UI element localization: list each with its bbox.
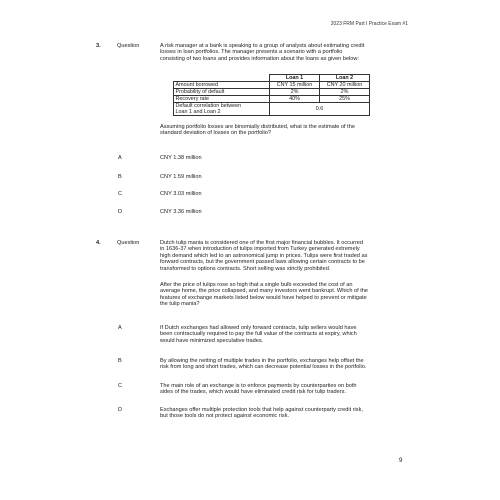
question-4-number: 4. [96, 240, 101, 246]
option-text-c: CNY 3.03 million [160, 191, 202, 197]
option-letter-d: D [118, 407, 123, 413]
corr-label-line: Default correlation between [175, 103, 242, 109]
para-line: forward contracts, but the government passed laws allowing certain contracts to be [160, 259, 365, 266]
option-letter-b: B [118, 358, 122, 364]
loan-table-header-row [174, 75, 370, 82]
question-3-prompt [160, 124, 410, 137]
option-letter-a: A [118, 325, 122, 331]
option-line: Exchanges offer multiple protection tools that help against counterparty credit risk, [160, 407, 363, 413]
page-header: 2023 FRM Part I Practice Exam #1 [330, 21, 408, 27]
question-4-label: Question [117, 240, 140, 246]
option-letter-c: C [118, 383, 123, 389]
option-line: sides of the trades, which would have eliminated credit risk for tulip traders. [160, 389, 346, 396]
question-4-paragraph-1 [160, 240, 410, 272]
row-label: Recovery rate [174, 96, 270, 103]
page-number: 9 [399, 458, 403, 464]
para-line: high demand which led to an astronomical jump in prices. Tulips were first traded as [160, 252, 368, 259]
stem-line: consisting of two loans and provides information about the loans as given below: [160, 55, 360, 62]
loan-1-value: 2% [270, 89, 320, 96]
option-letter-c: C [118, 191, 123, 197]
para-line: the tulip mania? [160, 301, 200, 308]
row-label [174, 103, 270, 116]
option-line: been contractually required to pay the full value of the contracts at expiry, which [160, 331, 357, 338]
row-label: Amount borrowed [174, 82, 270, 89]
option-text-a [160, 325, 410, 344]
loan-1-value: CNY 15 million [270, 82, 320, 89]
loan-2-value: 2% [320, 89, 370, 96]
corr-label-line: Loan 1 and Loan 2 [175, 109, 221, 115]
question-4-paragraph-2 [160, 282, 410, 308]
option-line: but those tools do not protect against economic risk. [160, 413, 290, 420]
question-3-label: Question [117, 43, 140, 49]
loan-2-header: Loan 2 [320, 75, 370, 82]
option-text-a: CNY 1.38 million [160, 155, 202, 161]
row-label: Probability of default [174, 89, 270, 96]
question-3-stem [160, 43, 410, 62]
correlation-value: 0.6 [270, 103, 370, 116]
table-row [174, 82, 370, 89]
option-letter-d: D [118, 209, 123, 215]
para-line: Dutch tulip mania is considered one of the first major financial bubbles. It occurred [160, 240, 364, 246]
option-line: By allowing the netting of multiple trades in the portfolio, exchanges help offset the [160, 358, 364, 364]
option-text-b [160, 358, 410, 371]
loan-table-corner [174, 75, 270, 82]
option-text-c [160, 383, 410, 396]
stem-line: losses in loan portfolios. The manager presents a scenario with a portfolio [160, 49, 343, 56]
option-letter-a: A [118, 155, 122, 161]
para-line: transformed to options contracts. Short selling was strictly prohibited. [160, 265, 331, 272]
loan-1-value: 40% [270, 96, 320, 103]
para-line: features of exchange markets listed below would have helped to prevent or mitigate [160, 294, 367, 301]
question-3-number: 3. [96, 43, 101, 49]
prompt-line: standard deviation of losses on the portfolio? [160, 130, 272, 137]
option-letter-b: B [118, 174, 122, 180]
option-text-d: CNY 3.36 million [160, 209, 202, 215]
option-text-d [160, 407, 410, 420]
option-line: would have minimized speculative trades. [160, 337, 264, 344]
prompt-line: Assuming portfolio losses are binomially distributed, what is the estimate of the [160, 124, 355, 130]
loan-table [173, 74, 370, 116]
table-row [174, 96, 370, 103]
para-line: average home, the price collapsed, and many investors went bankrupt. Which of the [160, 288, 369, 295]
para-line: After the price of tulips rose so high that a single bulb exceeded the cost of an [160, 282, 353, 288]
option-line: The main role of an exchange is to enforce payments by counterparties on both [160, 383, 357, 389]
table-row [174, 89, 370, 96]
option-line: risk from long and short trades, which can decrease potential losses in the portfolio. [160, 364, 367, 371]
loan-2-value: CNY 20 million [320, 82, 370, 89]
loan-1-header: Loan 1 [270, 75, 320, 82]
loan-2-value: 25% [320, 96, 370, 103]
para-line: in 1636-37 when introduction of tulips imported from Turkey generated extremely [160, 246, 360, 253]
option-text-b: CNY 1.59 million [160, 174, 202, 180]
option-line: If Dutch exchanges had allowed only forward contracts, tulip sellers would have [160, 325, 357, 331]
table-row-correlation [174, 103, 370, 116]
stem-line: A risk manager at a bank is speaking to a group of analysts about estimating credit [160, 43, 365, 49]
